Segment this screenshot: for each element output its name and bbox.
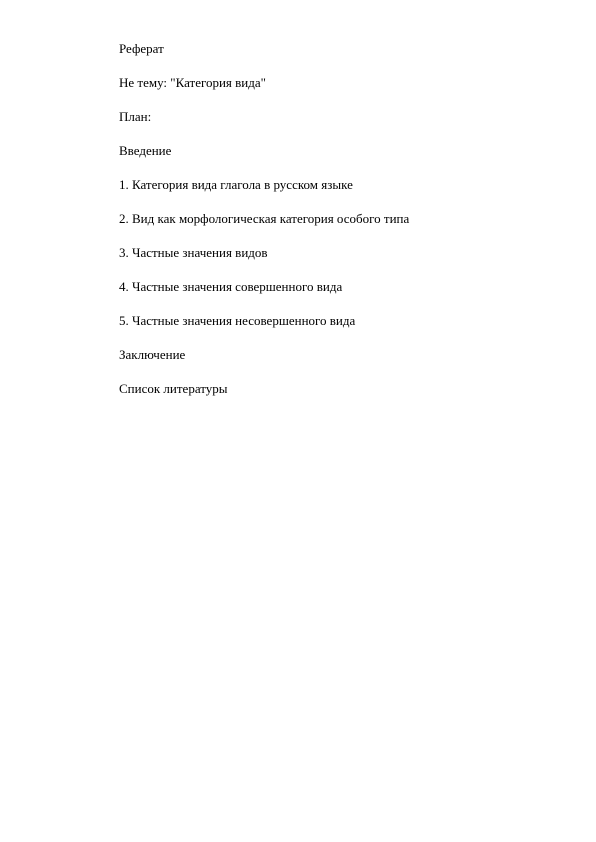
plan-item-introduction: Введение [119, 143, 172, 158]
plan-item-2: 2. Вид как морфологическая категория особого типа [119, 211, 410, 226]
plan-heading: План: [119, 109, 152, 124]
document-title: Реферат [119, 41, 164, 56]
plan-item-4: 4. Частные значения совершенного вида [119, 279, 343, 294]
plan-item-1: 1. Категория вида глагола в русском языке [119, 177, 353, 192]
document-topic: Не тему: "Категория вида" [119, 75, 266, 90]
plan-item-5: 5. Частные значения несовершенного вида [119, 313, 356, 328]
plan-item-references: Список литературы [119, 381, 228, 396]
document-content [119, 41, 559, 415]
plan-item-conclusion: Заключение [119, 347, 186, 362]
plan-item-3: 3. Частные значения видов [119, 245, 268, 260]
